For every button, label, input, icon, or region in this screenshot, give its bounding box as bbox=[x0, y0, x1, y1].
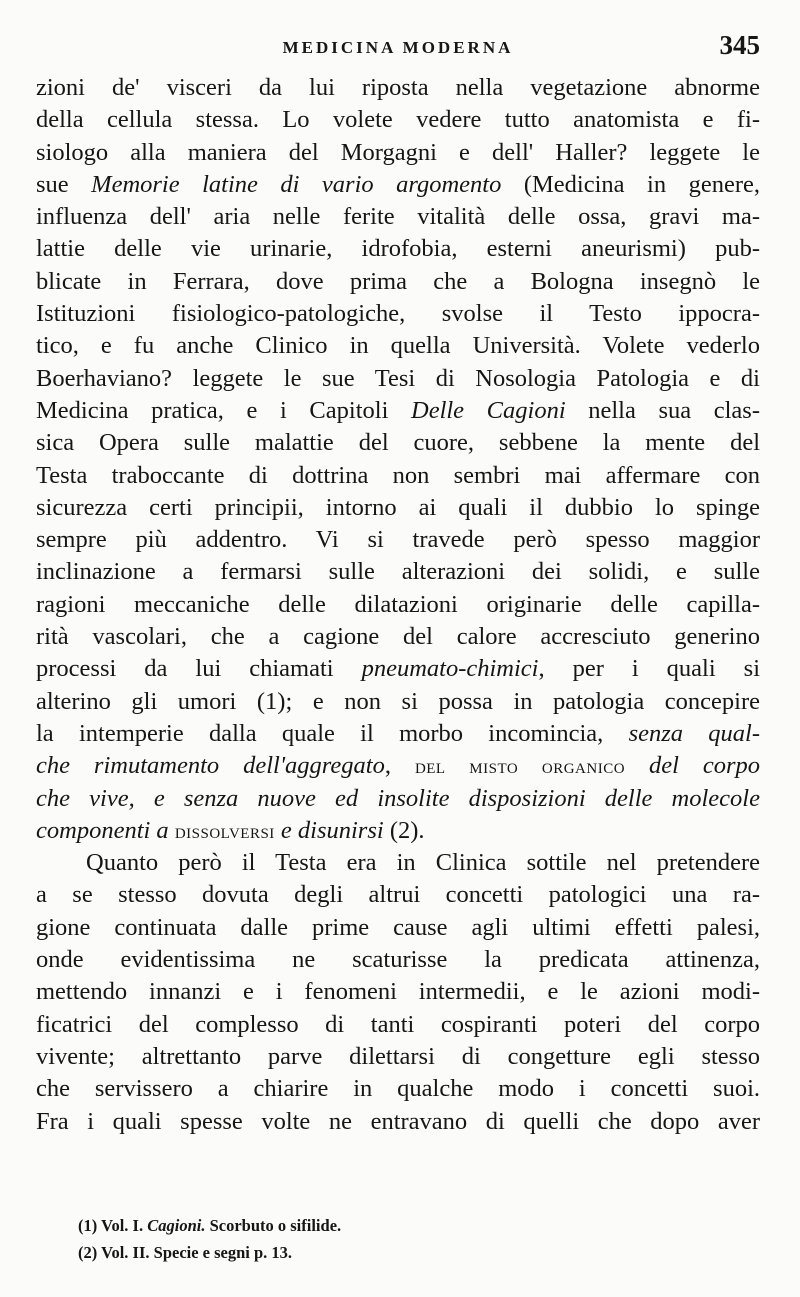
italic-title: Memorie latine di vario argomento bbox=[91, 170, 502, 198]
text-line: rità vascolari, che a cagione del calore accresciuto generino bbox=[36, 623, 760, 651]
text-line: onde evidentissima ne scaturisse la predicata attinenza, bbox=[36, 946, 760, 974]
running-head bbox=[36, 28, 760, 68]
text-run: (1) Vol. I. bbox=[78, 1216, 148, 1235]
text-line: Quanto però il Testa era in Clinica sottile nel pretendere bbox=[86, 849, 760, 877]
text-line bbox=[36, 815, 760, 847]
text-run: processi da lui chiamati bbox=[36, 655, 362, 683]
text-line: zioni de' visceri da lui riposta nella vegetazione abnorme bbox=[36, 74, 760, 101]
footnote-2: (2) Vol. II. Specie e segni p. 13. bbox=[78, 1243, 293, 1262]
text-line: Testa traboccante di dottrina non sembri mai affermare con bbox=[36, 461, 760, 489]
text-line bbox=[36, 653, 760, 685]
text-line: tico, e fu anche Clinico in quella Università. Volete vederlo bbox=[36, 332, 760, 360]
italic-quote: che rimutamento dell'aggregato bbox=[36, 752, 385, 780]
text-run: sue bbox=[36, 170, 92, 198]
body-text bbox=[36, 72, 760, 1138]
text-line: ficatrici del complesso di tanti cospiranti poteri del corpo bbox=[36, 1010, 760, 1038]
italic-term: pneumato-chimici bbox=[361, 655, 539, 683]
text-line: siologo alla maniera del Morgagni e dell' Haller? leggete le bbox=[36, 138, 760, 166]
text-line: alterino gli umori (1); e non si possa in patologia concepire bbox=[36, 687, 760, 715]
text-run: nella sua clas- bbox=[565, 396, 761, 424]
italic-title: Cagioni. bbox=[147, 1216, 206, 1235]
text-line: influenza dell' aria nelle ferite vitalità delle ossa, gravi ma- bbox=[36, 203, 760, 231]
text-line: Istituzioni fisiologico-patologiche, svolse il Testo ippocra- bbox=[36, 300, 760, 328]
italic-quote: componenti a bbox=[36, 816, 175, 844]
text-run: Scorbuto o sifilide. bbox=[205, 1216, 342, 1235]
text-run: , bbox=[384, 752, 415, 780]
text-line: sicurezza certi principii, intorno ai quali il dubbio lo spinge bbox=[36, 493, 760, 521]
text-line: Boerhaviano? leggete le sue Tesi di Nosologia Patologia e di bbox=[36, 364, 760, 392]
running-title: MEDICINA MODERNA bbox=[282, 38, 514, 57]
italic-title: Delle Cagioni bbox=[411, 396, 566, 424]
footnote-1 bbox=[78, 1212, 738, 1239]
page-number: 345 bbox=[719, 30, 760, 60]
text-line: sica Opera sulle malattie del cuore, sebbene la mente del bbox=[36, 429, 760, 457]
footnotes bbox=[78, 1212, 738, 1266]
italic-quote: senza qual- bbox=[628, 719, 760, 747]
text-line: mettendo innanzi e i fenomeni intermedii, e le azioni modi- bbox=[36, 978, 760, 1006]
italic-quote: del corpo bbox=[625, 752, 761, 780]
text-line bbox=[36, 169, 760, 201]
text-run: , per i quali si bbox=[538, 655, 761, 683]
italic-quote: e disunirsi bbox=[274, 816, 384, 844]
text-run: (Medicina in genere, bbox=[501, 170, 760, 198]
text-line: vivente; altrettanto parve dilettarsi di congetture egli stesso bbox=[36, 1042, 760, 1070]
text-line: lattie delle vie urinarie, idrofobia, esterni aneurismi) pub- bbox=[36, 235, 760, 263]
text-line bbox=[36, 395, 760, 427]
text-line: Fra i quali spesse volte ne entravano di quelli che dopo aver bbox=[36, 1107, 760, 1135]
text-line: che vive, e senza nuove ed insolite disposizioni delle molecole bbox=[36, 784, 760, 812]
text-run: la intemperie dalla quale il morbo incomincia, bbox=[36, 719, 629, 747]
text-line bbox=[36, 750, 760, 782]
text-line: blicate in Ferrara, dove prima che a Bologna insegnò le bbox=[36, 267, 760, 295]
text-line: gione continuata dalle prime cause agli ultimi effetti palesi, bbox=[36, 913, 760, 941]
text-line: inclinazione a fermarsi sulle alterazioni dei solidi, e sulle bbox=[36, 558, 760, 586]
small-caps-quote: del misto organico bbox=[414, 754, 626, 779]
small-caps-quote: dissolversi bbox=[174, 818, 275, 843]
text-line: a se stesso dovuta degli altrui concetti patologici una ra- bbox=[36, 881, 760, 909]
text-line: che servissero a chiarire in qualche modo i concetti suoi. bbox=[36, 1075, 760, 1103]
text-line bbox=[36, 718, 760, 750]
text-run: Medicina pratica, e i Capitoli bbox=[36, 396, 411, 424]
text-line: sempre più addentro. Vi si travede però spesso maggior bbox=[36, 526, 760, 554]
text-run: (2). bbox=[383, 816, 425, 844]
text-line: della cellula stessa. Lo volete vedere tutto anatomista e fi- bbox=[36, 106, 760, 134]
text-line: ragioni meccaniche delle dilatazioni originarie delle capilla- bbox=[36, 590, 760, 618]
